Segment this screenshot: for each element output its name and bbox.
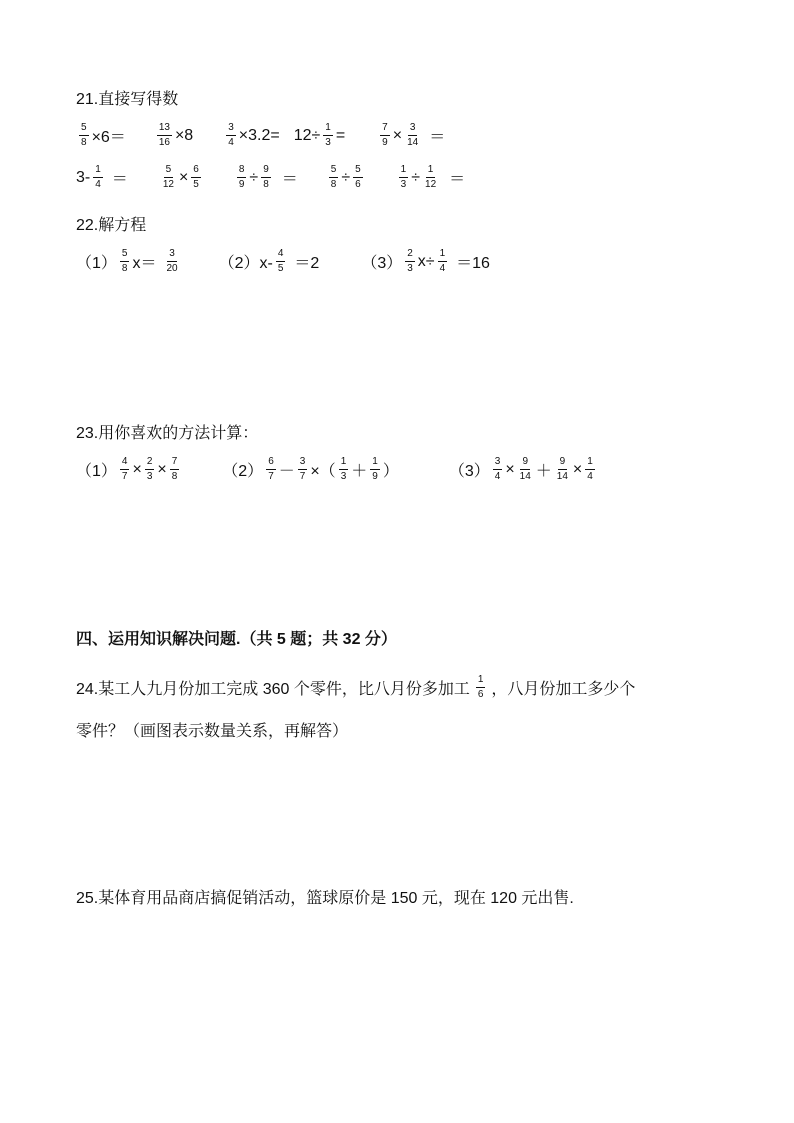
section4-title-text: 四、运用知识解决问题.（共 5 题；共 32 分） (76, 631, 397, 648)
denominator: 8 (263, 179, 269, 190)
denominator: 6 (477, 689, 484, 700)
q21-title-text: 21.直接写得数 (76, 91, 179, 108)
operator: ＋ (535, 463, 552, 480)
q22-title-text: 22.解方程 (76, 217, 147, 234)
denominator: 8 (121, 263, 128, 274)
fraction (353, 164, 363, 191)
numerator: 9 (558, 456, 568, 470)
denominator: 4 (439, 263, 446, 274)
numerator: 6 (191, 164, 201, 178)
denominator: 4 (95, 179, 101, 190)
operator: × (505, 460, 515, 478)
fraction (438, 248, 448, 275)
fraction (380, 122, 390, 149)
expr-text: 3- (76, 168, 91, 186)
expr-text: （3） (448, 463, 490, 480)
denominator: 5 (277, 263, 284, 274)
q24-text: 零件？（画图表示数量关系，再解答） (76, 723, 349, 740)
q23-expressions (76, 456, 598, 483)
fraction (79, 122, 89, 149)
numerator: 3 (167, 248, 177, 262)
fraction (164, 248, 179, 275)
fraction (191, 164, 201, 191)
denominator: 5 (193, 179, 199, 190)
denominator: 9 (382, 137, 388, 148)
fraction (555, 456, 570, 483)
fraction (585, 456, 595, 483)
fraction (518, 456, 533, 483)
numerator: 1 (585, 456, 595, 470)
denominator: 8 (171, 471, 178, 482)
expr-text: ×6＝ (91, 129, 126, 146)
denominator: 16 (158, 137, 170, 148)
expr-text: = (335, 126, 346, 144)
fraction (237, 164, 247, 191)
expr-text: （2）x- (218, 255, 273, 272)
numerator: 3 (226, 122, 236, 136)
fraction (370, 456, 380, 483)
numerator: 1 (370, 456, 380, 470)
numerator: 1 (438, 248, 448, 262)
fraction (339, 456, 349, 483)
fraction (276, 248, 286, 275)
denominator: 4 (587, 471, 593, 482)
fraction (476, 674, 486, 701)
numerator: 5 (329, 164, 339, 178)
fraction (145, 456, 155, 483)
expr-text: 12÷ (293, 126, 321, 144)
denominator: 7 (121, 471, 128, 482)
fraction (298, 456, 308, 483)
denominator: 7 (299, 471, 306, 482)
operator: × (572, 460, 583, 478)
expr-text: ＝ (429, 129, 446, 146)
operator: ÷ (341, 168, 351, 186)
q23-title-text: 23.用你喜欢的方法计算： (76, 425, 259, 442)
numerator: 3 (408, 122, 418, 136)
fraction (329, 164, 339, 191)
numerator: 5 (120, 248, 130, 262)
numerator: 4 (120, 456, 130, 470)
fraction (161, 164, 176, 191)
fraction (323, 122, 333, 149)
q25-line (76, 885, 574, 908)
operator: × (132, 460, 142, 478)
fraction (405, 122, 420, 149)
denominator: 3 (146, 471, 153, 482)
q25-text: 25.某体育用品商店搞促销活动，篮球原价是 150 元，现在 120 元出售. (76, 890, 574, 907)
numerator: 3 (493, 456, 503, 470)
denominator: 3 (407, 263, 413, 274)
operator: × (157, 460, 167, 478)
denominator: 8 (330, 179, 337, 190)
denominator: 7 (268, 471, 274, 482)
fraction (170, 456, 180, 483)
denominator: 8 (81, 137, 87, 148)
fraction (120, 456, 130, 483)
denominator: 14 (519, 471, 531, 482)
expr-text: x＝ (132, 255, 157, 272)
numerator: 6 (266, 456, 276, 470)
numerator: 1 (399, 164, 409, 178)
numerator: 1 (476, 674, 486, 688)
q21-row2 (76, 164, 465, 191)
q22-title (76, 212, 146, 235)
numerator: 1 (339, 456, 349, 470)
q24-line1 (76, 674, 635, 701)
fraction (261, 164, 271, 191)
numerator: 2 (145, 456, 155, 470)
numerator: 3 (298, 456, 308, 470)
numerator: 1 (426, 164, 436, 178)
fraction (93, 164, 103, 191)
denominator: 3 (325, 137, 331, 148)
numerator: 7 (380, 122, 390, 136)
numerator: 2 (405, 248, 415, 262)
expr-text: （2） (222, 463, 264, 480)
q22-equations (76, 248, 490, 275)
fraction (120, 248, 130, 275)
denominator: 3 (340, 471, 347, 482)
denominator: 14 (556, 471, 568, 482)
fraction (226, 122, 236, 149)
q24-text: ，八月份加工多少个 (491, 681, 636, 698)
numerator: 9 (520, 456, 530, 470)
denominator: 9 (372, 471, 378, 482)
denominator: 4 (228, 137, 234, 148)
section4-heading (76, 626, 397, 649)
expr-text: （1） (76, 463, 117, 480)
denominator: 12 (162, 179, 174, 190)
expr-text: ＝ (111, 171, 128, 188)
denominator: 3 (400, 179, 407, 190)
q23-title (76, 420, 258, 443)
fraction (405, 248, 415, 275)
q24-line2 (76, 718, 348, 741)
fraction (157, 122, 172, 149)
numerator: 5 (164, 164, 174, 178)
expr-text: ×8 (174, 126, 194, 144)
fraction (493, 456, 503, 483)
fraction (399, 164, 409, 191)
operator: ＋ (351, 463, 368, 480)
operator: ÷ (249, 168, 259, 186)
expr-text: ＝16 (456, 255, 490, 272)
expr-text: ＝ (281, 171, 298, 188)
numerator: 13 (157, 122, 172, 136)
q24-text: 24.某工人九月份加工完成 360 个零件，比八月份多加工 (76, 681, 470, 698)
denominator: 9 (238, 179, 245, 190)
numerator: 1 (323, 122, 333, 136)
operator: ） (382, 463, 399, 480)
numerator: 8 (237, 164, 247, 178)
q21-title (76, 86, 178, 109)
numerator: 9 (261, 164, 271, 178)
numerator: 5 (79, 122, 89, 136)
operator: ÷ (411, 168, 421, 186)
operator: － (278, 463, 295, 480)
expr-text: x÷ (417, 252, 435, 270)
denominator: 20 (166, 263, 178, 274)
operator: ×（ (310, 463, 336, 480)
expr-text: ＝2 (294, 255, 320, 272)
denominator: 14 (407, 137, 419, 148)
denominator: 4 (494, 471, 501, 482)
fraction (423, 164, 438, 191)
expr-text: ×3.2= (238, 126, 280, 144)
numerator: 1 (93, 164, 103, 178)
operator: × (392, 126, 403, 144)
denominator: 6 (355, 179, 361, 190)
expr-text: （1） (76, 255, 117, 272)
expr-text: ＝ (449, 171, 466, 188)
numerator: 4 (276, 248, 286, 262)
numerator: 5 (353, 164, 363, 178)
fraction (266, 456, 276, 483)
operator: × (178, 168, 189, 186)
denominator: 12 (425, 179, 437, 190)
numerator: 7 (170, 456, 180, 470)
expr-text: （3） (361, 255, 403, 272)
q21-row1 (76, 122, 445, 149)
